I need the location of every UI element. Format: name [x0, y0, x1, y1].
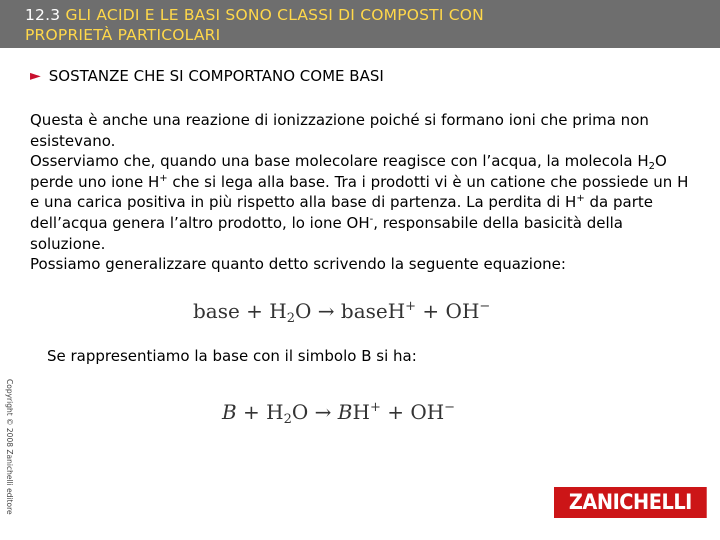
paragraph-1: Questa è anche una reazione di ionizzazione poiché si formano ioni che prima non esistevano.: [30, 111, 649, 150]
section-title: SOSTANZE CHE SI COMPORTANO COME BASI: [48, 67, 384, 85]
title-line2: PROPRIETÀ PARTICOLARI: [25, 26, 221, 44]
body-text: [30, 110, 700, 275]
slide-title: [25, 5, 705, 45]
section-heading: [30, 67, 384, 85]
slide-header: [0, 0, 720, 48]
equation-B-water: $B + H_2O \to BH^+ + OH^-$: [222, 400, 456, 427]
zanichelli-logo: ZANICHELLI: [554, 487, 707, 518]
equation-base-water: base + $H_2O$ → baseH+ + OH−: [193, 299, 491, 326]
copyright-notice: Copyright © 2008 Zanichelli editore: [5, 379, 14, 515]
title-line1: GLI ACIDI E LE BASI SONO CLASSI DI COMPOSTI CON: [65, 6, 484, 24]
note-text: Se rappresentiamo la base con il simbolo B si ha:: [47, 347, 417, 365]
paragraph-3: Possiamo generalizzare quanto detto scrivendo la seguente equazione:: [30, 255, 566, 274]
paragraph-2: Osserviamo che, quando una base molecolare reagisce con l’acqua, la molecola $H_2O$ perde uno ione H+ che si lega alla base. Tra i prodotti vi è un catione che possiede un H e una carica positiva in più rispetto alla base di partenza. La perdita di H+ da parte dell’acqua genera l’altro prodotto, lo ione OH-, responsabile della basicità della soluzione.: [30, 152, 689, 253]
section-number: 12.3: [25, 6, 61, 24]
play-triangle-icon: ►: [30, 68, 41, 84]
